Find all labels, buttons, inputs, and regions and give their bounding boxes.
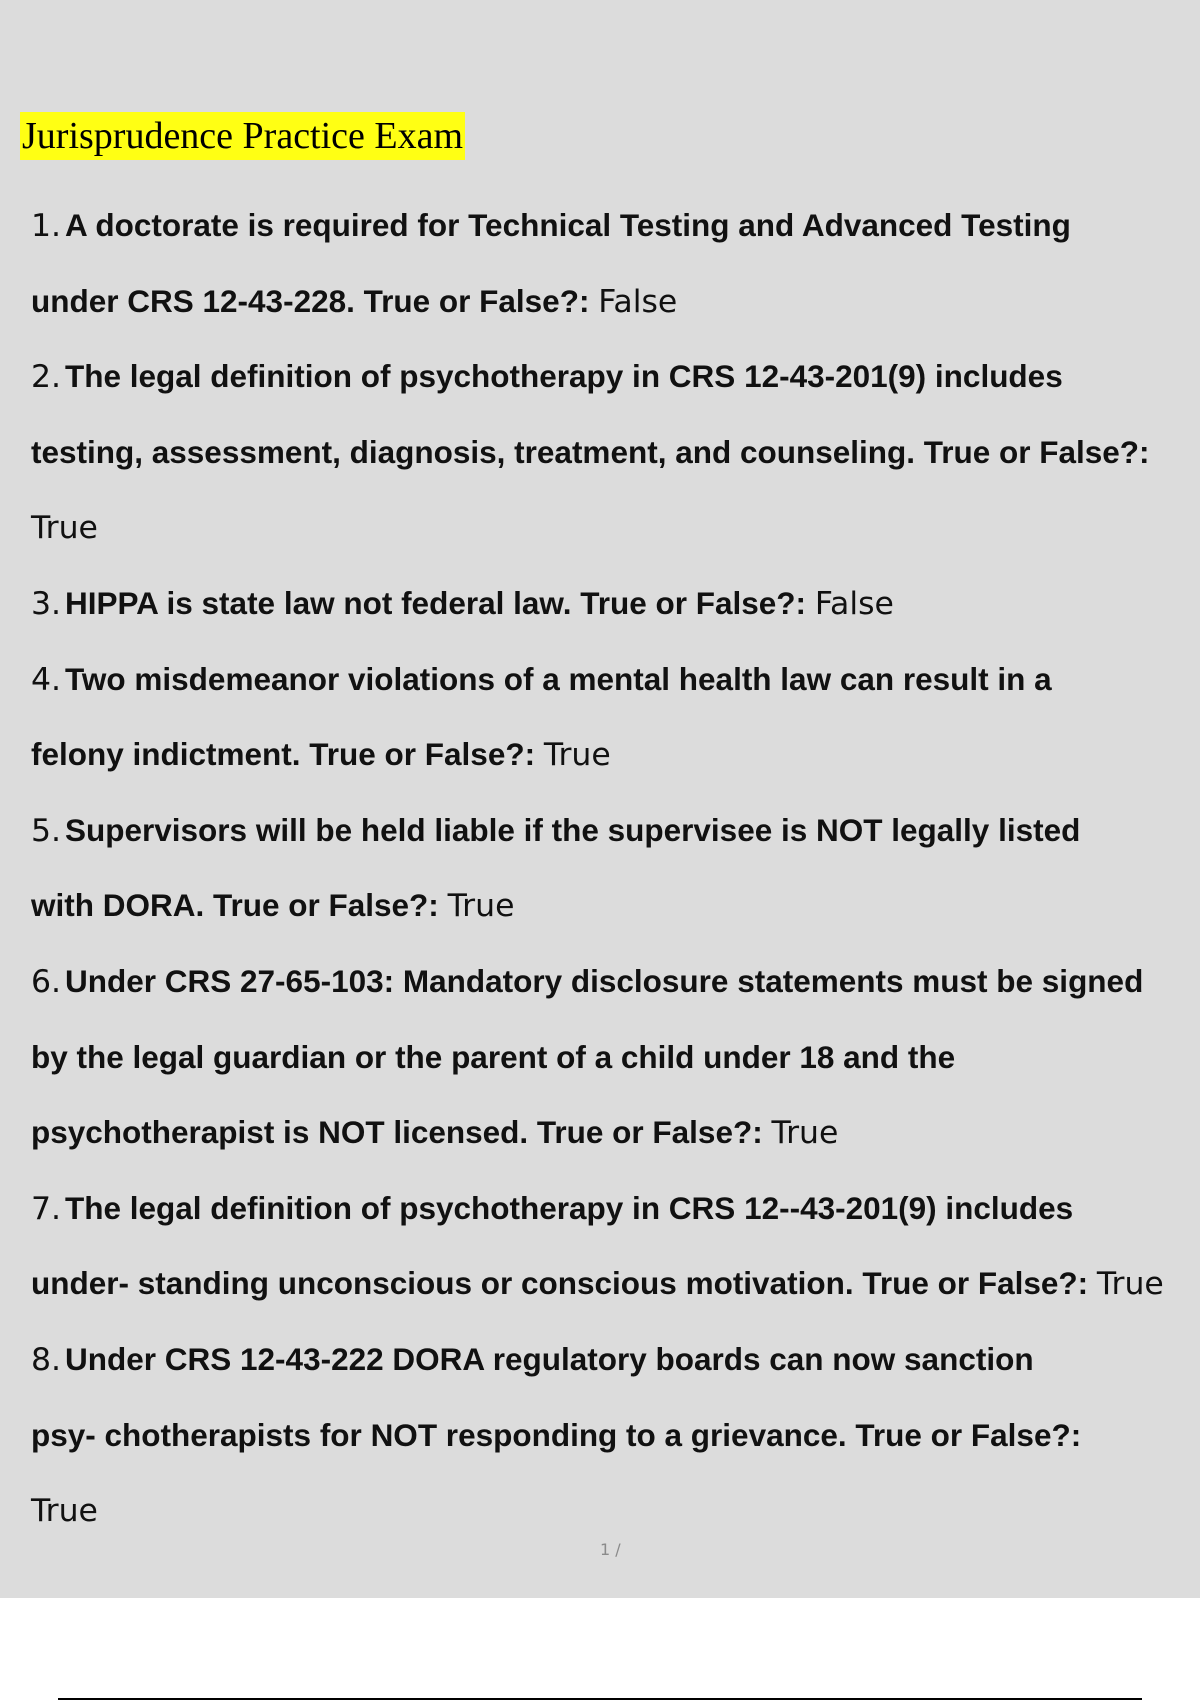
question-3-line [31,583,894,624]
question-4-line [31,659,1052,700]
answer-text: True [31,510,98,546]
question-5-line [31,885,514,926]
question-2-line [31,507,98,548]
question-text: The legal definition of psychotherapy in CRS 12-43-201(9) includes [65,358,1063,394]
answer-text: True [543,737,611,773]
question-text: under- standing unconscious or conscious motivation. True or False?: [31,1265,1089,1301]
question-6-line [31,961,1143,1002]
page-number: 1 / [600,1540,621,1559]
question-text: felony indictment. True or False?: [31,736,536,772]
question-text: HIPPA is state law not federal law. True or False?: [65,585,807,621]
question-text: by the legal guardian or the parent of a child under 18 and the [31,1039,956,1075]
question-text: Under CRS 12-43-222 DORA regulatory boards can now sanction [65,1341,1034,1377]
question-text: The legal definition of psychotherapy in CRS 12--43-201(9) includes [65,1190,1074,1226]
question-6-line [31,1037,955,1077]
answer-text: False [598,284,678,320]
question-8-line [31,1415,1081,1455]
answer-text: True [31,1493,98,1529]
question-number: 3. [31,586,62,622]
page-title: Jurisprudence Practice Exam [20,112,465,160]
answer-text: True [771,1115,839,1151]
answer-text: False [814,586,894,622]
question-number: 5. [31,813,62,849]
question-7-line [31,1263,1164,1304]
question-text: A doctorate is required for Technical Testing and Advanced Testing [65,207,1071,243]
answer-text: True [447,888,515,924]
question-text: Under CRS 27-65-103: Mandatory disclosure statements must be signed [65,963,1144,999]
question-text: psy- chotherapists for NOT responding to a grievance. True or False?: [31,1417,1082,1453]
question-text: testing, assessment, diagnosis, treatment, and counseling. True or False?: [31,434,1150,470]
answer-text: True [1096,1266,1164,1302]
question-text: Supervisors will be held liable if the supervisee is NOT legally listed [65,812,1081,848]
question-7-line [31,1188,1073,1229]
question-2-line [31,356,1063,397]
question-number: 6. [31,964,62,1000]
question-2-line [31,432,1150,472]
question-8-line [31,1339,1034,1380]
question-number: 2. [31,359,62,395]
question-text: under CRS 12-43-228. True or False?: [31,283,590,319]
question-number: 7. [31,1191,62,1227]
question-5-line [31,810,1080,851]
question-8-line [31,1490,98,1531]
question-4-line [31,734,611,775]
question-number: 1. [31,208,62,244]
question-6-line [31,1112,838,1153]
question-text: with DORA. True or False?: [31,887,439,923]
question-1-line [31,281,677,322]
question-text: Two misdemeanor violations of a mental health law can result in a [65,661,1052,697]
question-number: 8. [31,1342,62,1378]
question-1-line [31,205,1071,246]
question-text: psychotherapist is NOT licensed. True or False?: [31,1114,763,1150]
question-number: 4. [31,662,62,698]
